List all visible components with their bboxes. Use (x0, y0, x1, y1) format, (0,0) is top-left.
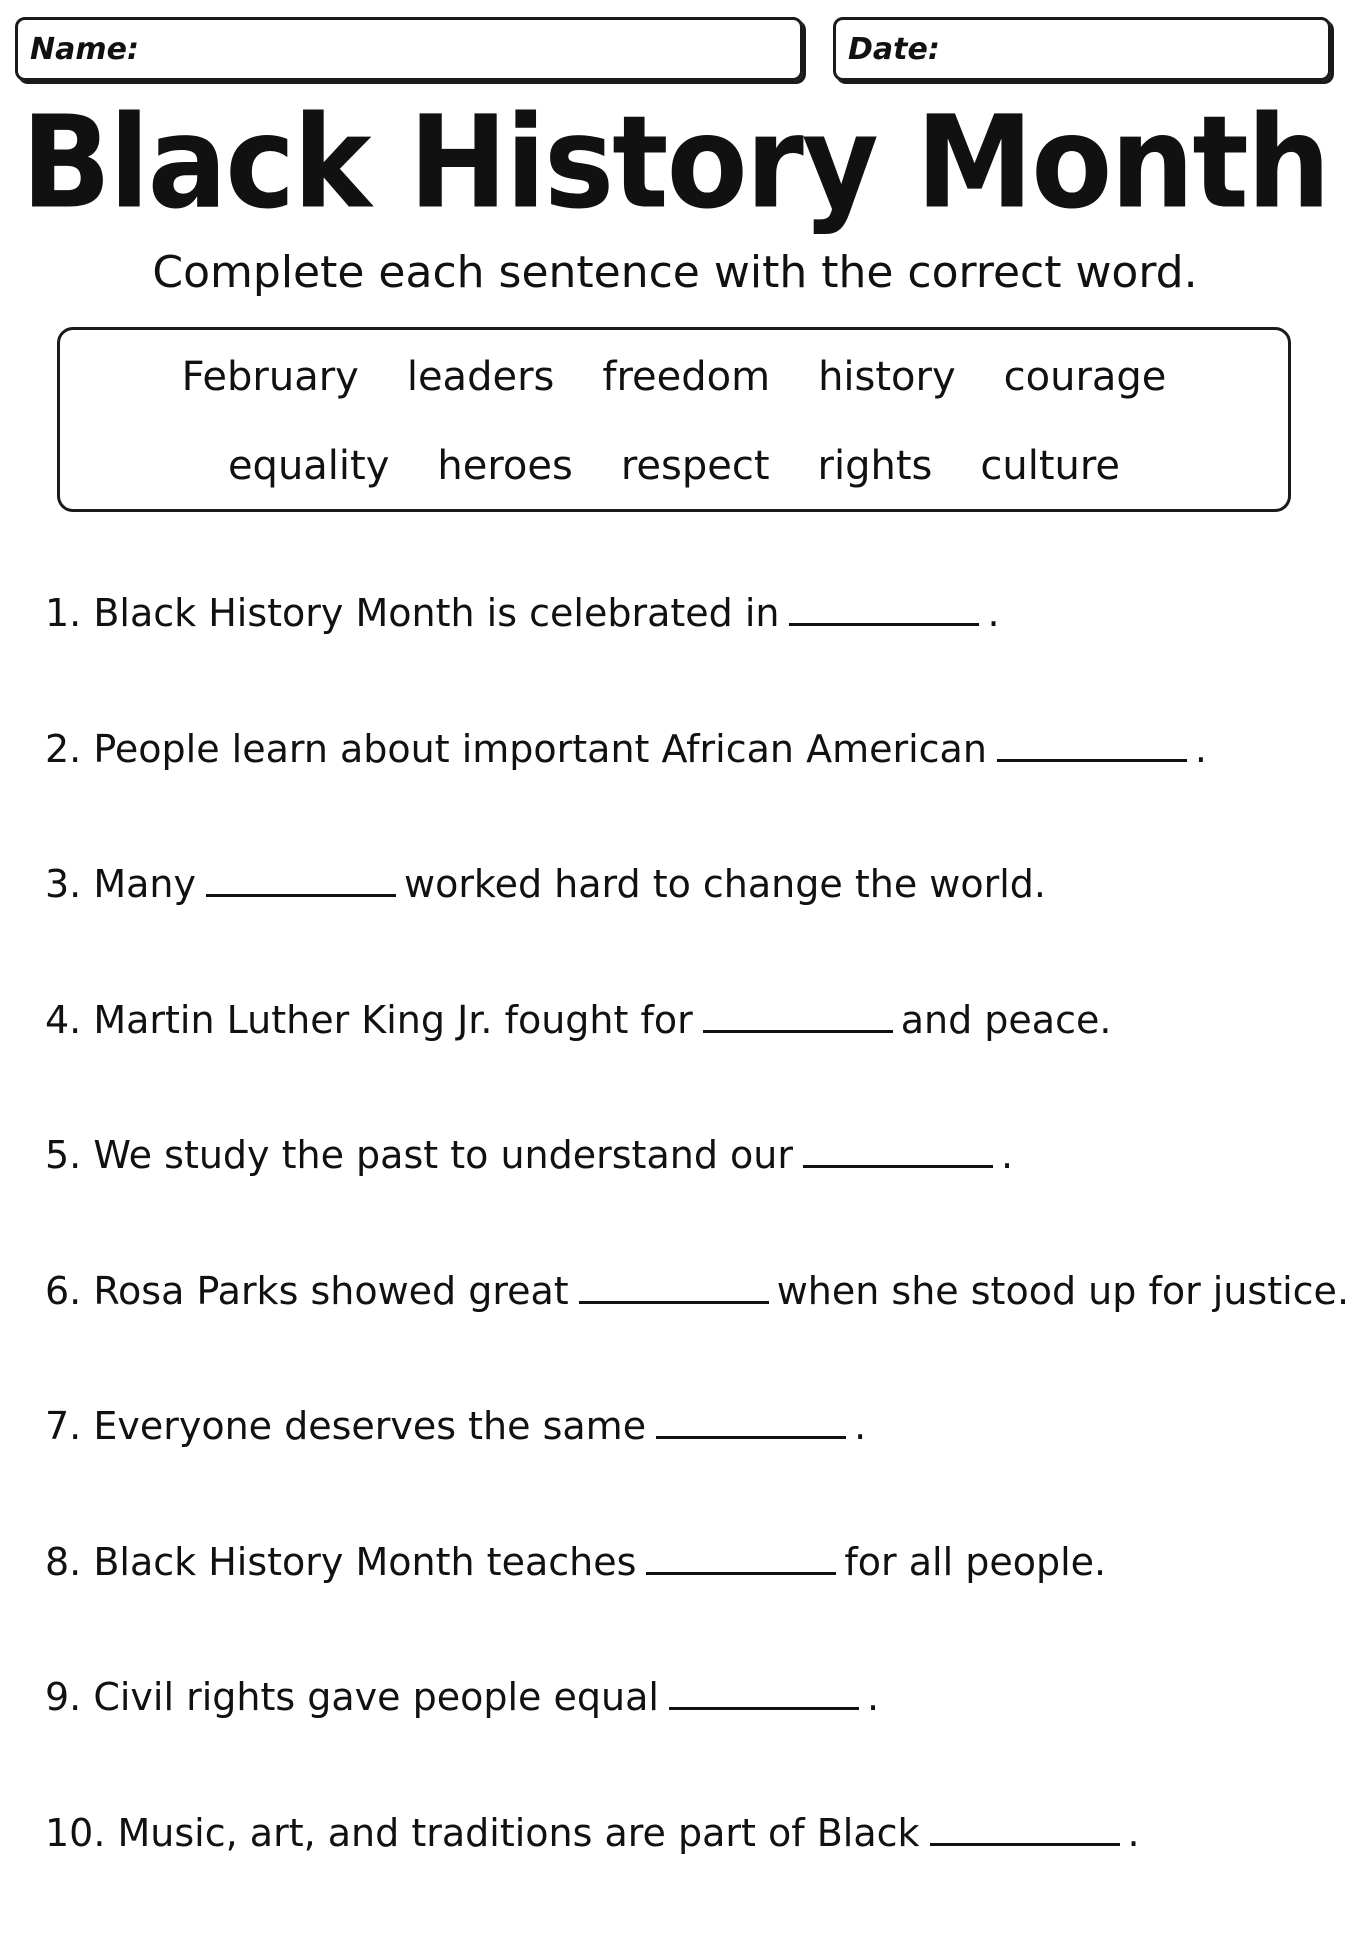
question-text: 7. Everyone deserves the same (45, 1404, 646, 1448)
answer-blank[interactable] (579, 1267, 769, 1304)
question-text-end: . (987, 591, 999, 635)
word-bank-item: heroes (437, 441, 572, 491)
instructions: Complete each sentence with the correct word. (0, 243, 1350, 303)
answer-blank[interactable] (656, 1402, 846, 1439)
word-bank-row-2 (60, 441, 1288, 491)
question-list (45, 588, 1335, 1943)
question-text-end: . (854, 1404, 866, 1448)
question-text: 9. Civil rights gave people equal (45, 1675, 659, 1719)
question (45, 588, 1335, 724)
question (45, 1130, 1335, 1266)
question-text: 1. Black History Month is celebrated in (45, 591, 779, 635)
answer-blank[interactable] (789, 589, 979, 626)
answer-blank[interactable] (206, 860, 396, 897)
question (45, 1266, 1335, 1402)
date-label: Date: (848, 32, 940, 67)
answer-blank[interactable] (803, 1131, 993, 1168)
question-text-end: worked hard to change the world. (404, 862, 1046, 906)
word-bank-item: respect (621, 441, 770, 491)
word-bank-item: courage (1004, 352, 1167, 402)
question-text: 4. Martin Luther King Jr. fought for (45, 998, 693, 1042)
answer-blank[interactable] (703, 996, 893, 1033)
page-title: Black History Month (0, 86, 1350, 237)
question (45, 1672, 1335, 1808)
word-bank-item: culture (980, 441, 1120, 491)
question (45, 724, 1335, 860)
question-text: 3. Many (45, 862, 196, 906)
name-field[interactable] (15, 17, 803, 81)
question (45, 1537, 1335, 1673)
question (45, 1401, 1335, 1537)
word-bank-item: leaders (407, 352, 555, 402)
date-field[interactable] (833, 17, 1331, 81)
question-text: 2. People learn about important African American (45, 727, 987, 771)
answer-blank[interactable] (669, 1673, 859, 1710)
question-text: 5. We study the past to understand our (45, 1133, 793, 1177)
name-label: Name: (30, 32, 139, 67)
word-bank-row-1 (60, 352, 1288, 402)
word-bank-item: equality (228, 441, 389, 491)
word-bank-item: February (182, 352, 359, 402)
question-text-end: . (1001, 1133, 1013, 1177)
question-text: 8. Black History Month teaches (45, 1540, 636, 1584)
question-text: 6. Rosa Parks showed great (45, 1269, 569, 1313)
word-bank-item: rights (818, 441, 933, 491)
word-bank-item: freedom (602, 352, 770, 402)
question-text: 10. Music, art, and traditions are part of Black (45, 1811, 920, 1855)
question (45, 859, 1335, 995)
word-bank (57, 327, 1291, 512)
question (45, 1808, 1335, 1943)
question-text-end: for all people. (844, 1540, 1106, 1584)
question (45, 995, 1335, 1131)
answer-blank[interactable] (646, 1538, 836, 1575)
question-text-end: . (1195, 727, 1207, 771)
answer-blank[interactable] (930, 1809, 1120, 1846)
question-text-end: . (867, 1675, 879, 1719)
question-text-end: and peace. (901, 998, 1112, 1042)
answer-blank[interactable] (997, 725, 1187, 762)
question-text-end: . (1128, 1811, 1140, 1855)
word-bank-item: history (818, 352, 956, 402)
question-text-end: when she stood up for justice. (777, 1269, 1349, 1313)
